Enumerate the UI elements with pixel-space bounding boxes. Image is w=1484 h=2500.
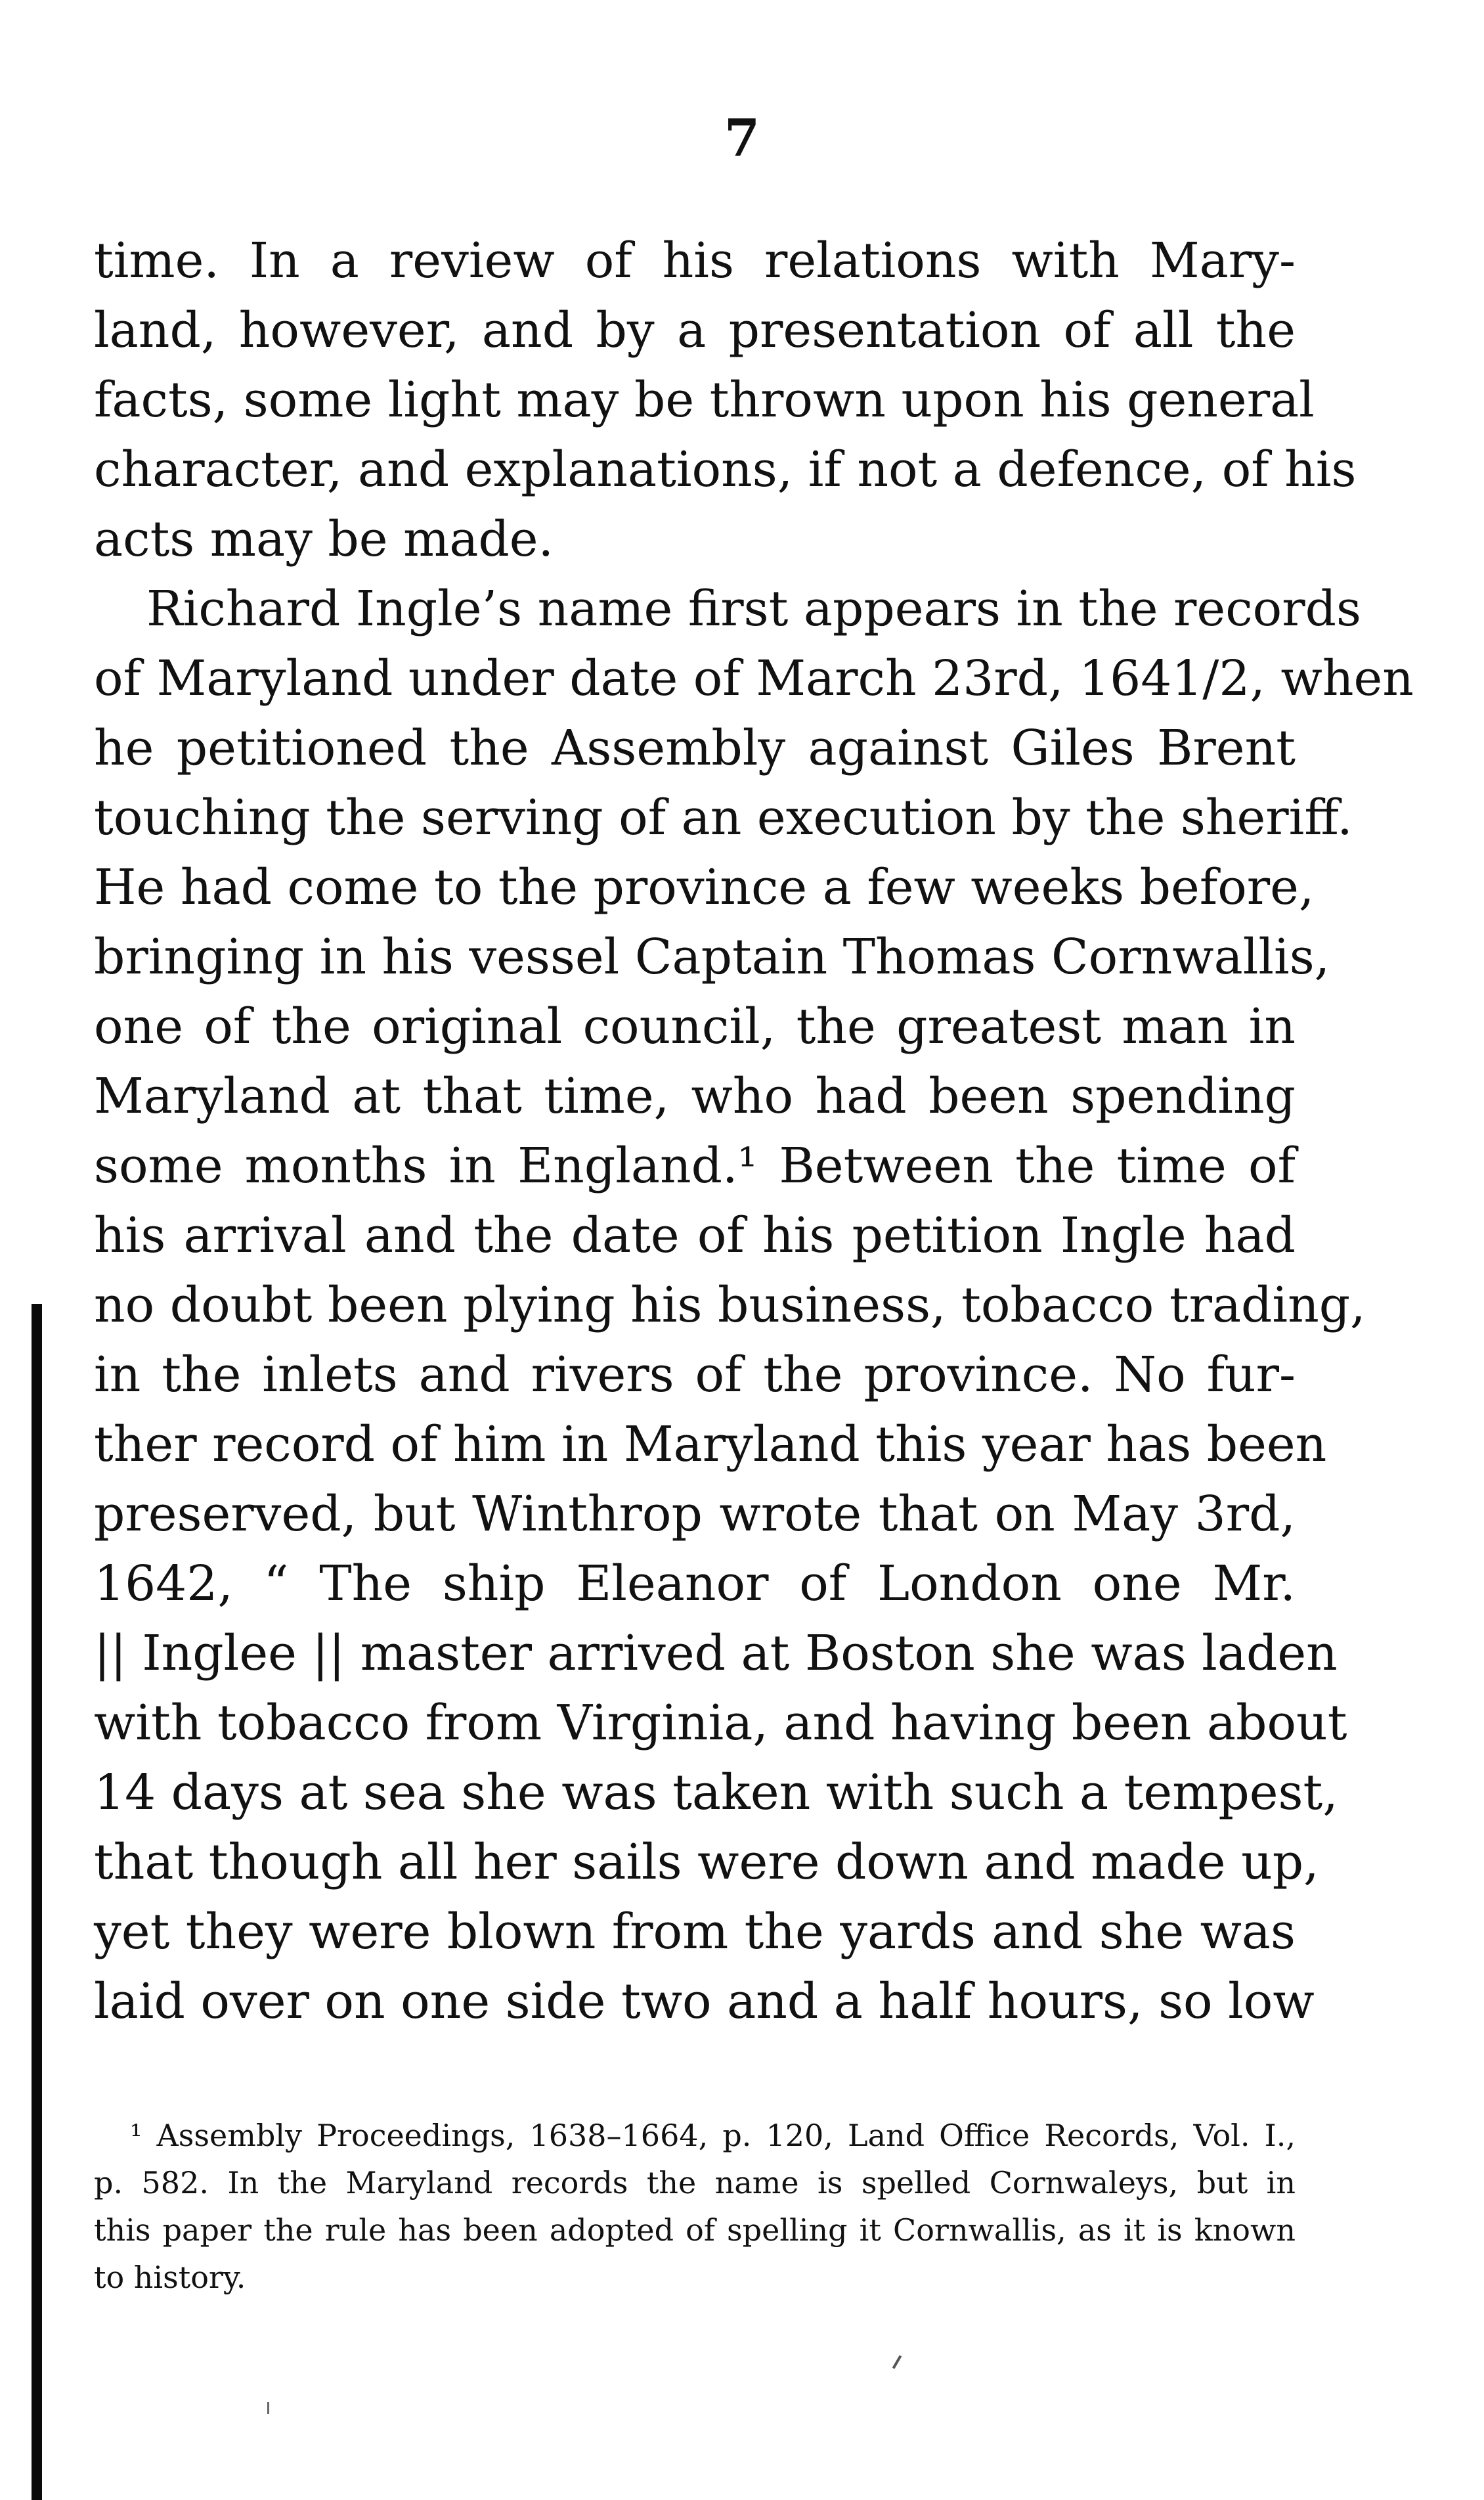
body-line: with tobacco from Virginia, and having been about	[94, 1695, 1347, 1751]
stray-mark	[892, 2355, 902, 2369]
body-line: character, and explanations, if not a defence, of his	[94, 441, 1357, 498]
body-line: his arrival and the date of his petition Ingle had	[94, 1207, 1296, 1264]
body-line: || Inglee || master arrived at Boston she was laden	[94, 1625, 1338, 1682]
footnote-line: p. 582. In the Maryland records the name is spelled Cornwaleys, but in	[94, 2165, 1296, 2200]
body-line: facts, some light may be thrown upon his general	[94, 372, 1315, 428]
body-line: that though all her sails were down and made up,	[94, 1834, 1319, 1890]
body-line: land, however, and by a presentation of all the	[94, 302, 1296, 359]
body-line: he petitioned the Assembly against Giles Brent	[94, 720, 1296, 776]
body-line: Richard Ingle’s name first appears in the records	[146, 581, 1361, 637]
binding-edge-rule	[32, 1304, 42, 2500]
body-line: time. In a review of his relations with Mary-	[94, 233, 1296, 289]
body-line: in the inlets and rivers of the province. No fur-	[94, 1347, 1296, 1403]
footnote-line: ¹ Assembly Proceedings, 1638–1664, p. 120, Land Office Records, Vol. I.,	[130, 2118, 1296, 2153]
footnote-line: to history.	[94, 2260, 246, 2295]
body-line: 14 days at sea she was taken with such a tempest,	[94, 1764, 1338, 1821]
footnote-line: this paper the rule has been adopted of spelling it Cornwallis, as it is known	[94, 2212, 1296, 2248]
body-line: of Maryland under date of March 23rd, 1641/2, when	[94, 650, 1414, 707]
body-line: acts may be made.	[94, 511, 554, 568]
body-line: 1642, “ The ship Eleanor of London one Mr.	[94, 1555, 1296, 1612]
body-line: ther record of him in Maryland this year has been	[94, 1416, 1327, 1473]
body-line: He had come to the province a few weeks before,	[94, 859, 1315, 916]
body-line: some months in England.¹ Between the time of	[94, 1138, 1296, 1194]
body-line: bringing in his vessel Captain Thomas Cornwallis,	[94, 929, 1330, 985]
body-line: yet they were blown from the yards and she was	[94, 1904, 1296, 1960]
body-text	[94, 226, 1414, 2036]
body-line: laid over on one side two and a half hours, so low	[94, 1973, 1315, 2030]
page-number: 7	[724, 108, 760, 168]
body-line: Maryland at that time, who had been spending	[94, 1068, 1296, 1125]
stray-mark	[267, 2402, 269, 2414]
footnotes	[94, 2112, 1296, 2301]
body-line: one of the original council, the greatest man in	[94, 998, 1296, 1055]
body-line: touching the serving of an execution by the sheriff.	[94, 790, 1353, 846]
body-line: no doubt been plying his business, tobacco trading,	[94, 1277, 1366, 1333]
body-line: preserved, but Winthrop wrote that on May 3rd,	[94, 1486, 1296, 1542]
